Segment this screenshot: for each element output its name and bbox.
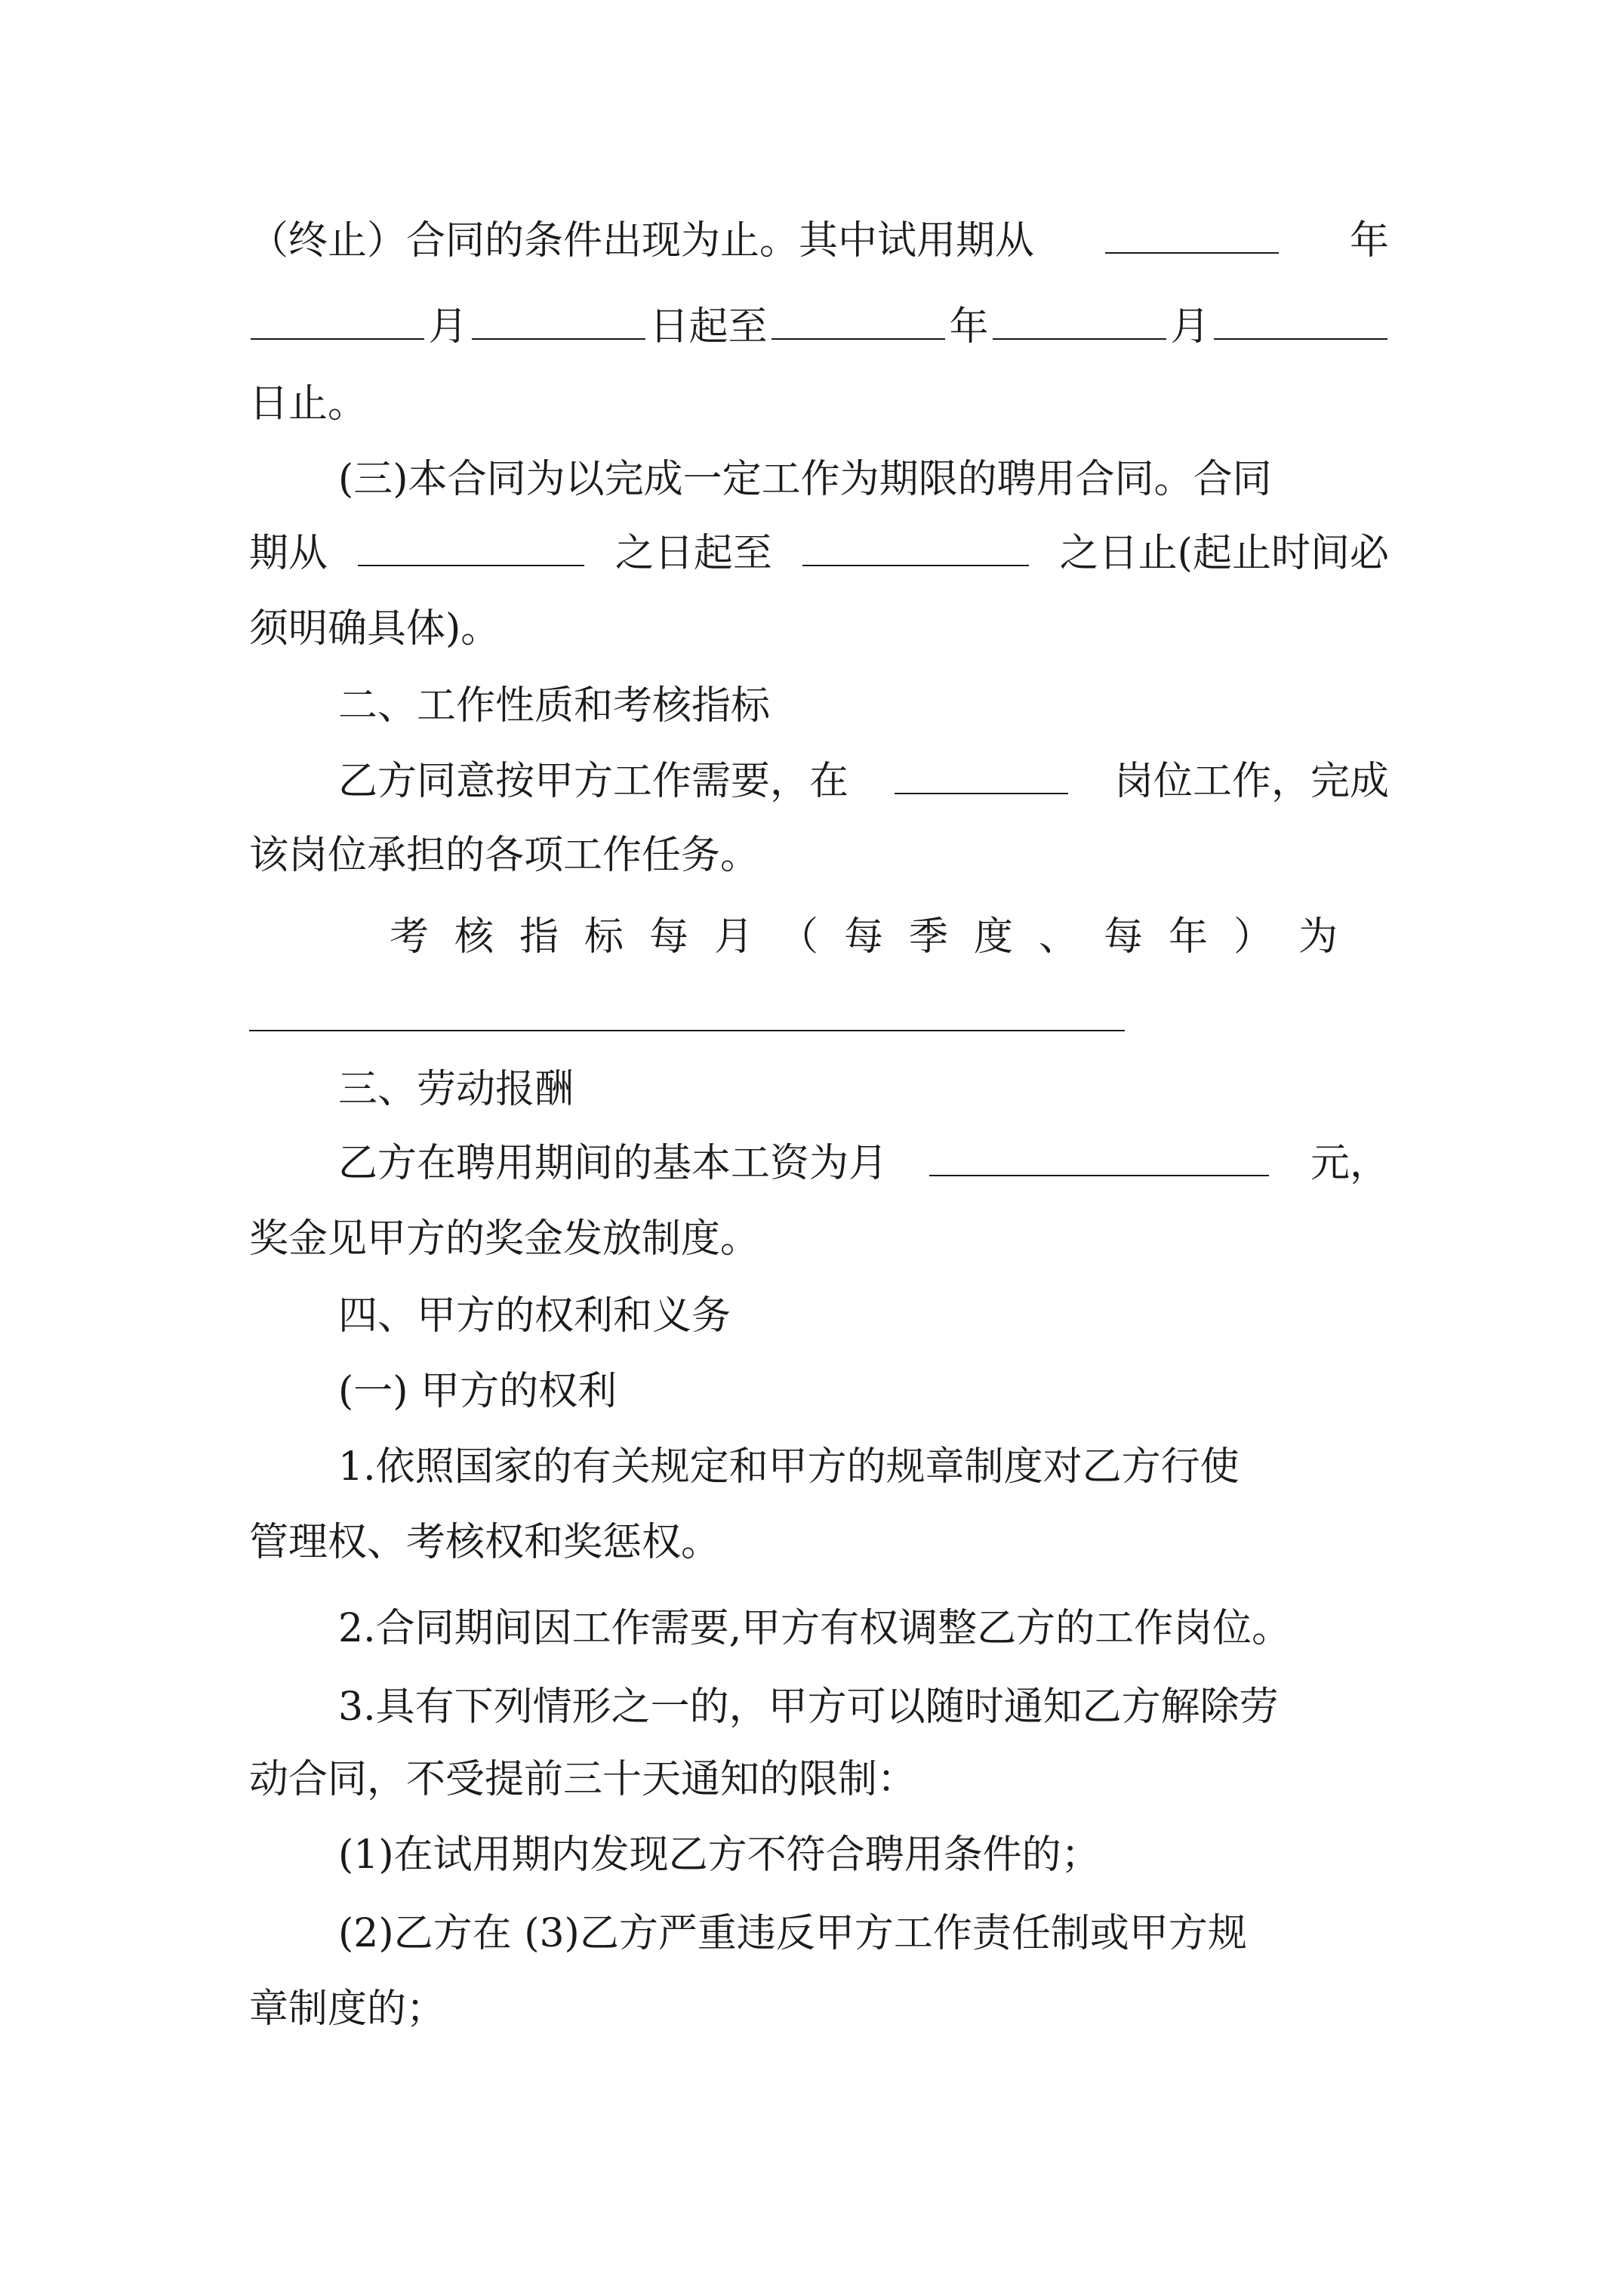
text-line-19: 3.具有下列情形之一的，甲方可以随时通知乙方解除劳 — [338, 1684, 1279, 1730]
text-line-5 — [249, 525, 1389, 581]
section-heading-4: 四、甲方的权利和义务 — [338, 1293, 731, 1339]
blank-field — [993, 299, 1166, 340]
line-text: 之日止(起止时间必 — [1059, 531, 1389, 576]
text-line-1 — [249, 213, 1389, 269]
blank-field — [358, 525, 584, 566]
blank-field — [1214, 299, 1387, 340]
text-line-3: 日止。 — [249, 381, 368, 427]
blank-field — [1105, 213, 1279, 254]
text-line-21: (1)在试用期内发现乙方不符合聘用条件的； — [338, 1832, 1101, 1878]
section-heading-2: 二、工作性质和考核指标 — [338, 683, 771, 729]
text-line-9: 该岗位承担的各项工作任务。 — [249, 833, 760, 878]
text-line-13: 奖金见甲方的奖金发放制度。 — [249, 1216, 760, 1262]
text-line-22: (2)乙方在 (3)乙方严重违反甲方工作责任制或甲方规 — [338, 1911, 1247, 1956]
text-line-23: 章制度的； — [249, 1986, 446, 2032]
text-line-16: 1.依照国家的有关规定和甲方的规章制度对乙方行使 — [338, 1444, 1240, 1490]
blank-field — [929, 1136, 1269, 1176]
line-text: 之日起至 — [614, 531, 772, 576]
line-text: 期从 — [249, 531, 328, 576]
subsection-heading: (一) 甲方的权利 — [338, 1369, 617, 1414]
blank-field — [251, 299, 424, 340]
blank-field — [771, 299, 945, 340]
section-heading-3: 三、劳动报酬 — [338, 1067, 574, 1112]
line-text: 乙方在聘用期间的基本工资为月 — [338, 1141, 888, 1186]
text-line-6: 须明确具体)。 — [249, 606, 500, 652]
blank-field — [249, 1030, 1125, 1031]
line-text: 岗位工作，完成 — [1113, 759, 1389, 804]
text-line-20: 动合同，不受提前三十天通知的限制： — [249, 1757, 917, 1802]
line-text: 考核指标每月（每季度、每年）为 — [390, 914, 1364, 960]
line-text: 日起至 — [649, 304, 768, 350]
text-line-12 — [338, 1136, 1389, 1191]
text-line-8 — [338, 754, 1389, 809]
line-text: 月 — [1170, 304, 1210, 350]
blank-field — [802, 525, 1029, 566]
text-line-10 — [390, 909, 1394, 965]
text-line-2 — [249, 299, 1389, 355]
text-line-17: 管理权、考核权和奖惩权。 — [249, 1520, 721, 1565]
blank-field — [472, 299, 645, 340]
text-line-4: (三)本合同为以完成一定工作为期限的聘用合同。合同 — [338, 457, 1272, 502]
line-text: 乙方同意按甲方工作需要，在 — [338, 759, 849, 804]
blank-field — [895, 754, 1068, 794]
line-text: 元， — [1310, 1141, 1389, 1186]
line-text: 年 — [1349, 218, 1389, 264]
line-text: 月 — [428, 304, 468, 350]
text-line-18: 2.合同期间因工作需要,甲方有权调整乙方的工作岗位。 — [338, 1606, 1292, 1651]
line-text: 年 — [949, 304, 989, 350]
line-text: （终止）合同的条件出现为止。其中试用期从 — [249, 218, 1035, 264]
